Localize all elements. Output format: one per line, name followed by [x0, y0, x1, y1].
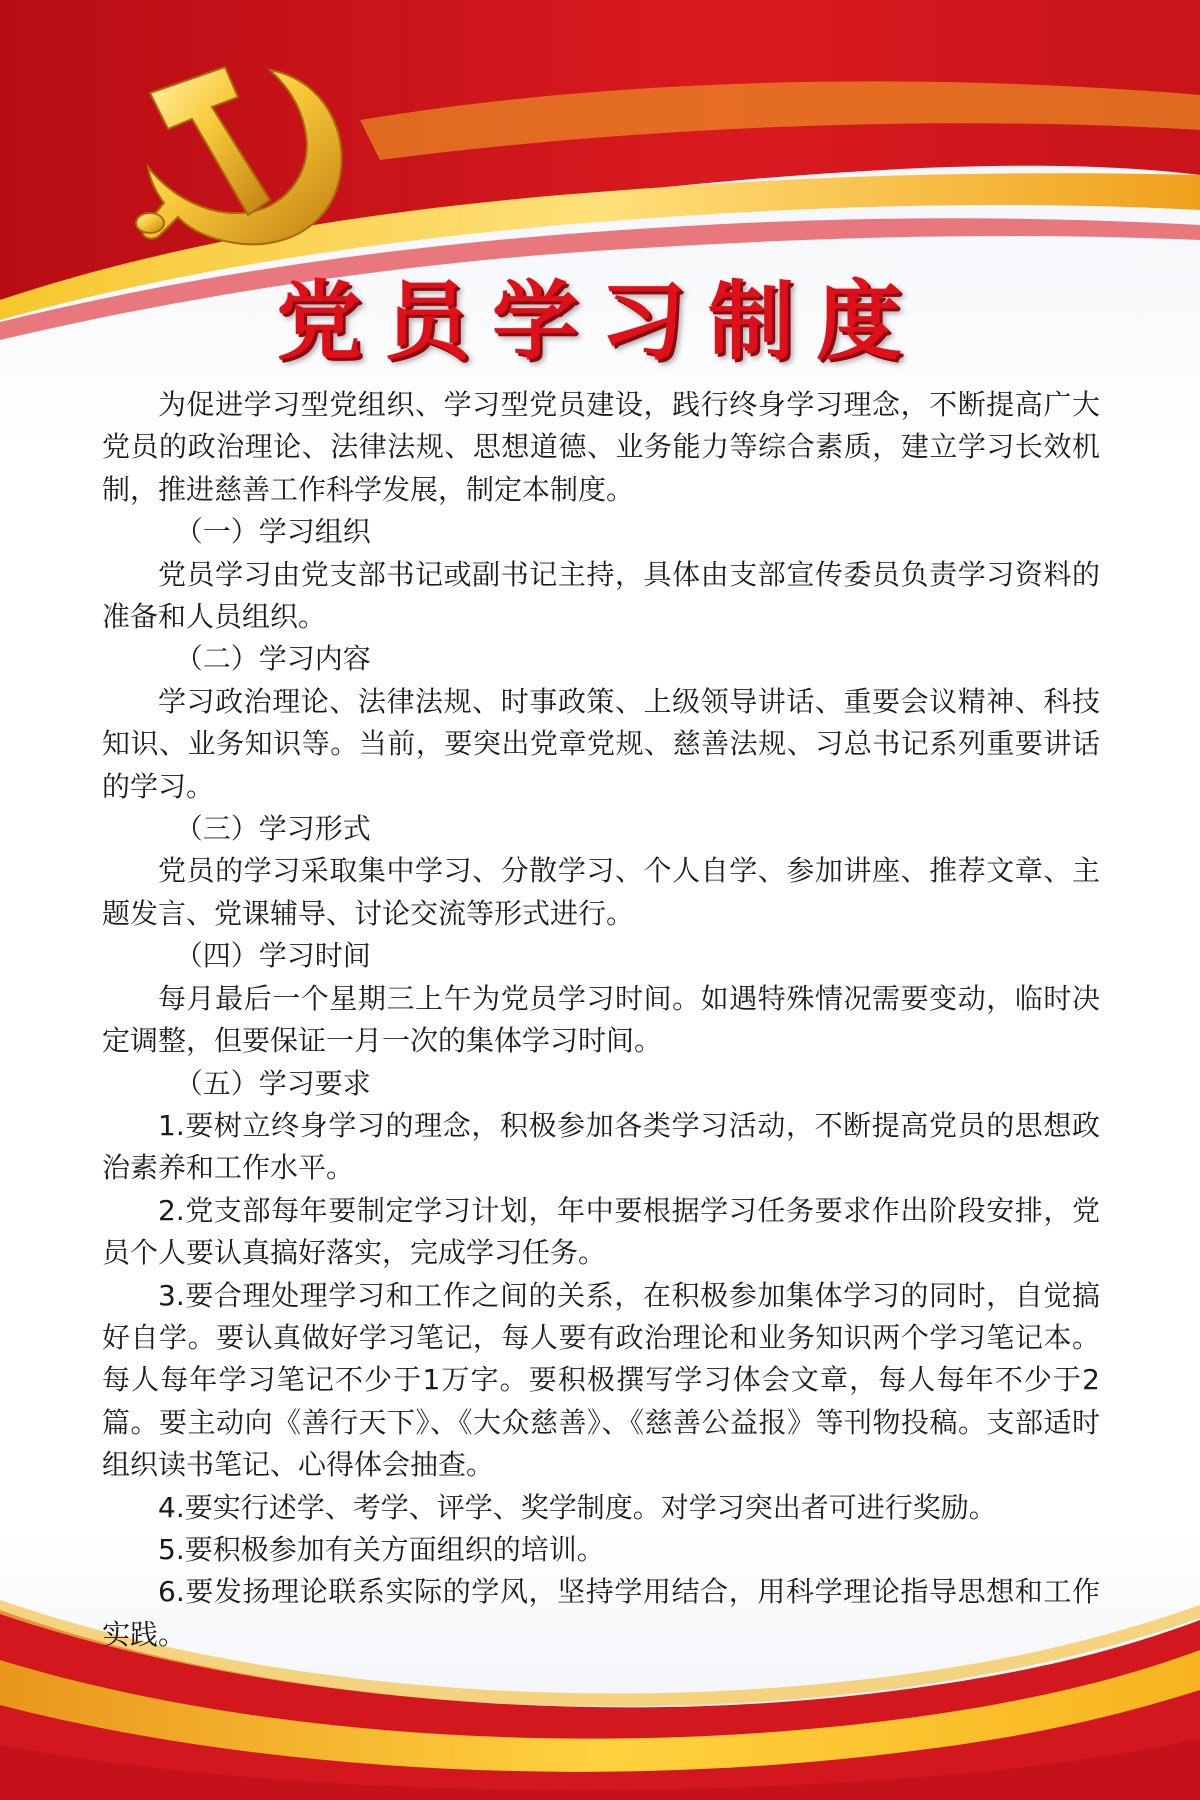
- document-body: [102, 384, 1100, 1656]
- section-heading: （三）学习形式: [174, 812, 371, 846]
- section-body: 学习政治理论、法律法规、时事政策、上级领导讲话、重要会议精神、科技知识、业务知识等。当前，要突出党章党规、慈善法规、习总书记系列重要讲话的学习。: [102, 684, 1100, 803]
- requirement-item: 2.党支部每年要制定学习计划，年中要根据学习任务要求作出阶段安排，党员个人要认真搞好落实，完成学习任务。: [102, 1193, 1100, 1270]
- section-body: 党员学习由党支部书记或副书记主持，具体由支部宣传委员负责学习资料的准备和人员组织。: [102, 557, 1100, 634]
- section-heading: （四）学习时间: [174, 939, 371, 973]
- section-heading: （二）学习内容: [174, 642, 371, 676]
- section-heading: （五）学习要求: [174, 1066, 371, 1100]
- hammer-sickle-icon: [120, 45, 360, 255]
- requirement-item: 6.要发扬理论联系实际的学风，坚持学用结合，用科学理论指导思想和工作实践。: [102, 1575, 1100, 1651]
- requirement-item: 1.要树立终身学习的理念，积极参加各类学习活动，不断提高党员的思想政治素养和工作水平。: [102, 1108, 1100, 1185]
- requirement-item: 4.要实行述学、考学、评学、奖学制度。对学习突出者可进行奖励。: [158, 1490, 997, 1524]
- requirement-item: 5.要积极参加有关方面组织的培训。: [158, 1532, 605, 1566]
- section-body: 党员的学习采取集中学习、分散学习、个人自学、参加讲座、推荐文章、主题发言、党课辅导、讨论交流等形式进行。: [102, 854, 1100, 930]
- page-title: 党员学习制度: [276, 272, 924, 372]
- section-body: 每月最后一个星期三上午为党员学习时间。如遇特殊情况需要变动，临时决定调整，但要保证一月一次的集体学习时间。: [102, 981, 1100, 1058]
- requirement-item: 3.要合理处理学习和工作之间的关系，在积极参加集体学习的同时，自觉搞好自学。要认真做好学习笔记，每人要有政治理论和业务知识两个学习笔记本。每人每年学习笔记不少于1万字。要积极撰写学习体会文章，每人每年不少于2篇。要主动向《善行天下》、《大众慈善》、《慈善公益报》等刊物投稿。支部适时组织读书笔记、心得体会抽查。: [102, 1278, 1100, 1482]
- section-heading: （一）学习组织: [174, 515, 371, 549]
- intro-paragraph: 为促进学习型党组织、学习型党员建设，践行终身学习理念，不断提高广大党员的政治理论、法律法规、思想道德、业务能力等综合素质，建立学习长效机制，推进慈善工作科学发展，制定本制度。: [102, 388, 1100, 506]
